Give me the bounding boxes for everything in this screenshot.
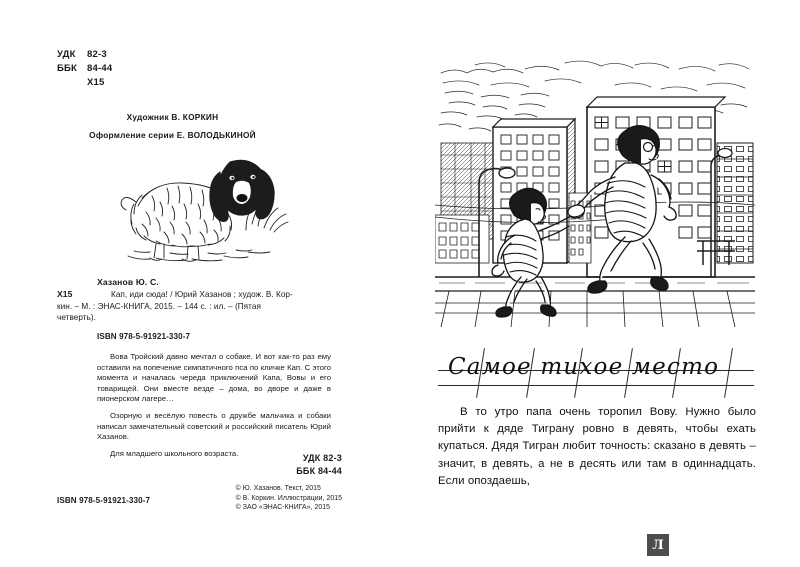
credit-artist: Художник В. КОРКИН <box>126 112 219 122</box>
biblio-body <box>57 289 342 324</box>
title-rule-bottom <box>438 385 754 386</box>
bbk-bottom-value: ББК 84-44 <box>296 466 342 476</box>
biblio-sigil: Х15 <box>57 289 73 299</box>
bbk-value: 84-44 <box>87 63 113 74</box>
bibliographic-description <box>57 277 342 341</box>
annotation-paragraph-1: Вова Тройский давно мечтал о собаке. И вот как-то раз ему оставили на попечение симпатичного пса по кличке Кап. С этого момента и началась череда приключений Капа, Вовы и его товарищей. Они вместе везде – дома, во дворе и даже в пионерском лагере… <box>97 352 331 404</box>
udk-label: УДК <box>57 49 76 60</box>
labirint-logo: Л <box>647 534 669 556</box>
sigil-row <box>57 76 112 90</box>
street-illustration <box>435 55 755 327</box>
annotation-block <box>97 352 331 459</box>
copyright-line-1: © Ю. Хазанов. Текст, 2015 <box>235 485 321 492</box>
copyright-block <box>236 484 342 513</box>
classification-block <box>57 48 112 90</box>
credit-series-design: Оформление серии Е. ВОЛОДЬКИНОЙ <box>89 130 256 140</box>
author-sigil: Х15 <box>87 77 105 88</box>
dog-illustration <box>112 152 292 264</box>
annotation-paragraph-3: Для младшего школьного возраста. <box>110 448 239 458</box>
bbk-label: ББК <box>57 63 78 74</box>
chapter-title: Самое тихое место <box>448 354 720 380</box>
isbn-bottom: ISBN 978-5-91921-330-7 <box>57 496 151 505</box>
right-page-chapter-opening <box>400 0 800 567</box>
biblio-author: Хазанов Ю. С. <box>97 277 159 287</box>
udk-value: 82-3 <box>87 49 107 60</box>
biblio-description-line2: кин. – М. : ЭНАС-КНИГА, 2015. – 144 с. : ил. – (Пятая <box>57 301 261 311</box>
title-slash-6 <box>724 348 733 398</box>
udk-row <box>57 48 112 62</box>
biblio-description-line3: четверть). <box>57 313 96 323</box>
isbn-middle: ISBN 978-5-91921-330-7 <box>97 331 191 341</box>
copyright-line-2: © В. Коркин. Иллюстрации, 2015 <box>235 494 342 502</box>
bbk-row <box>57 62 112 76</box>
classification-bottom <box>296 452 342 478</box>
biblio-description-line1: Кап, иди сюда! / Юрий Хазанов ; худож. В. Кор- <box>111 290 293 299</box>
chapter-body-text <box>438 404 756 490</box>
udk-bottom-value: УДК 82-3 <box>302 453 342 463</box>
annotation-paragraph-2: Озорную и весёлую повесть о дружбе мальчика и собаки написал замечательный советский и российский писатель Юрий Хазанов. <box>97 410 331 442</box>
copyright-line-3: © ЗАО «ЭНАС-КНИГА», 2015 <box>235 504 331 512</box>
chapter-title-block <box>438 352 754 398</box>
body-paragraph: В то утро папа очень торопил Вову. Нужно было прийти к дяде Тиграну ровно в девять, чтобы ехать купаться. Дядя Тигран любит точность: сказано в девять – значит, в девять, а не в десять или там в одиннадцать. Если опоздаешь, <box>438 406 756 487</box>
credits-block <box>0 108 345 144</box>
